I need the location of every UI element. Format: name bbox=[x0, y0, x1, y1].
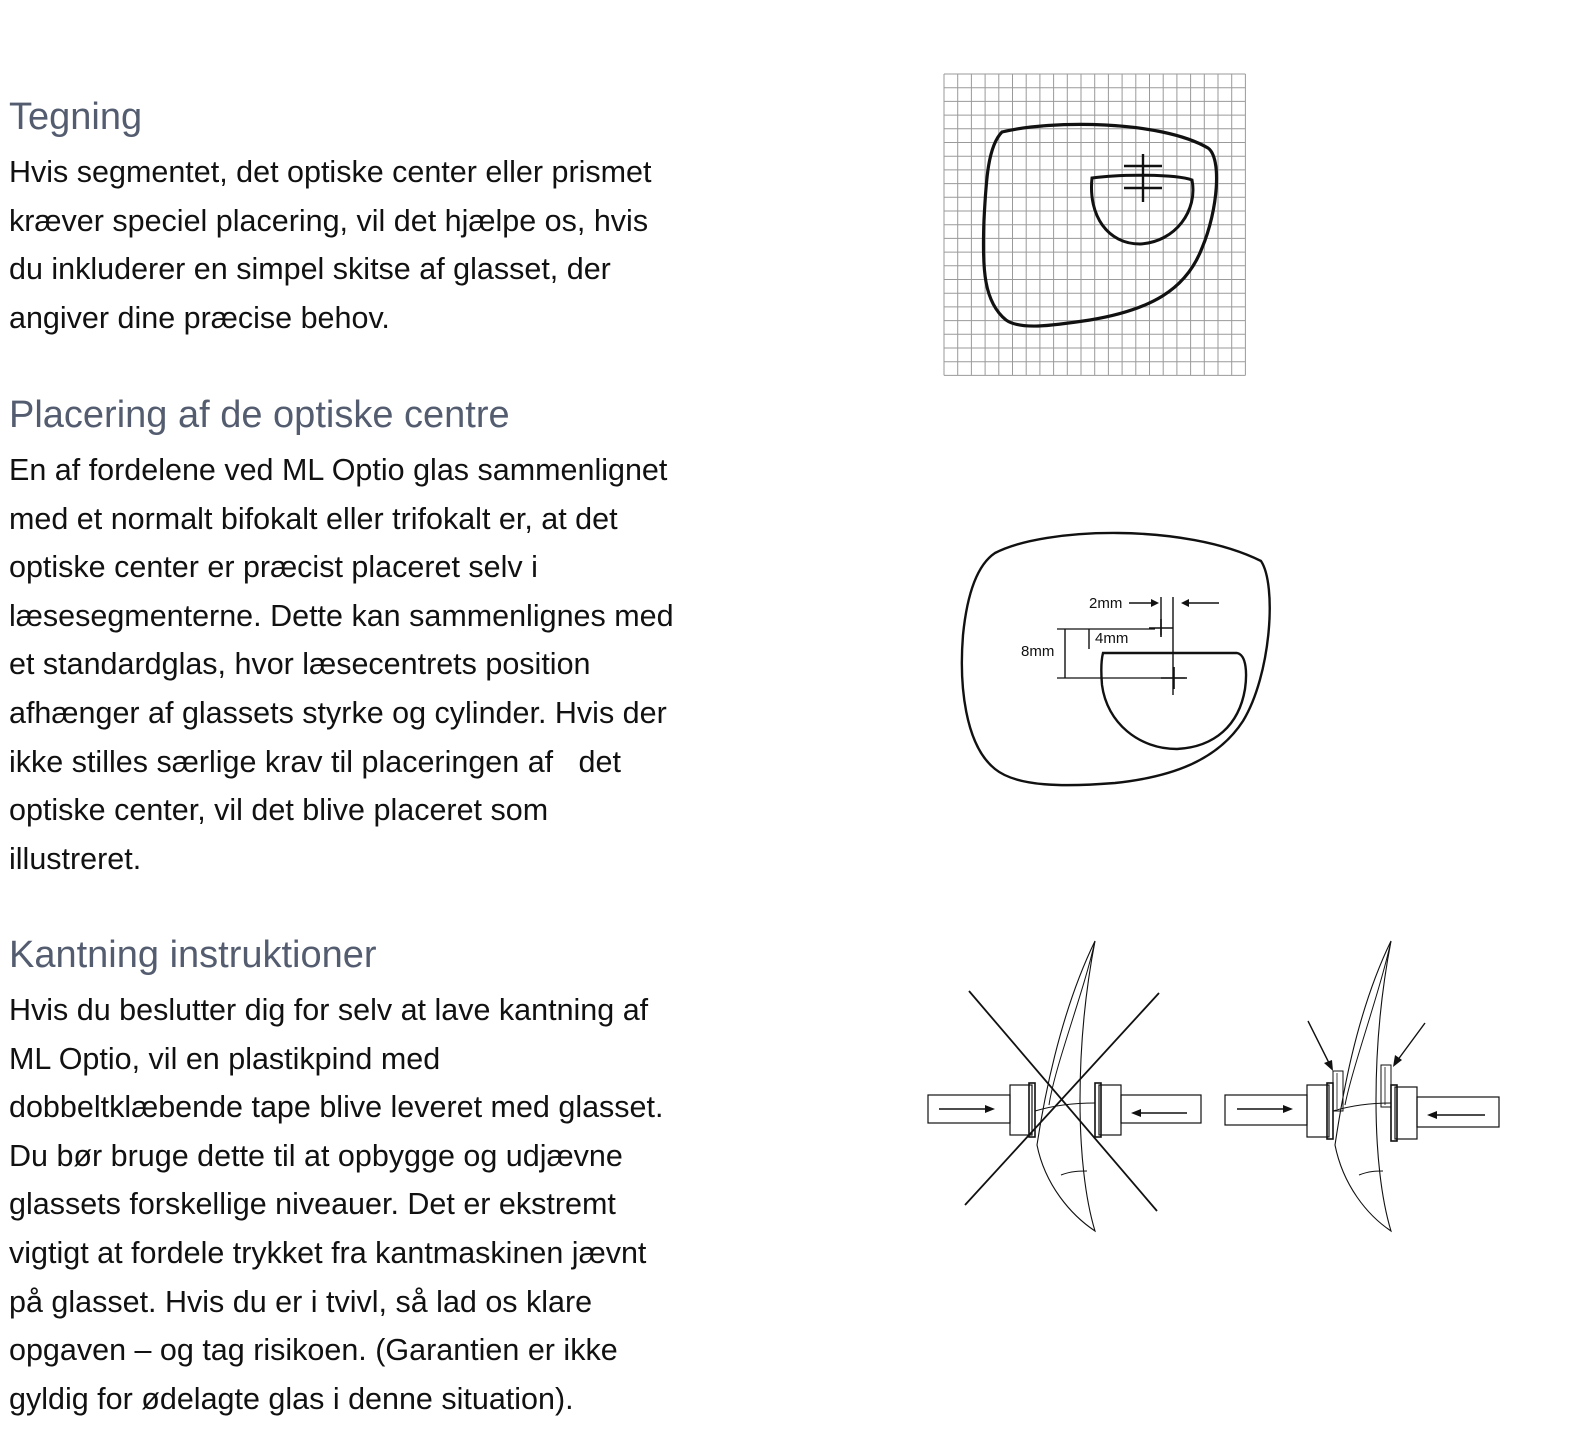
text-line: En af fordelene ved ML Optio glas sammenlignet bbox=[9, 453, 668, 487]
text-line: afhænger af glassets styrke og cylinder. Hvis der bbox=[9, 695, 667, 730]
edging-figure bbox=[925, 935, 1505, 1240]
heading-tegning: Tegning bbox=[9, 96, 143, 138]
edging-drawing bbox=[925, 935, 1505, 1240]
sketch-grid bbox=[944, 74, 1245, 375]
arrow-left-icon bbox=[1131, 1109, 1141, 1117]
text-line: vigtigt at fordele trykket fra kantmaskinen jævnt bbox=[9, 1235, 647, 1270]
optical-centre-drawing bbox=[955, 525, 1285, 793]
chuck-right bbox=[1099, 1085, 1121, 1135]
text-line: gyldig for ødelagte glas i denne situation). bbox=[9, 1381, 574, 1416]
pointer-arrow-head-icon bbox=[1324, 1060, 1333, 1071]
text-line: du inkluderer en simpel skitse af glasset, der bbox=[9, 252, 611, 287]
edging-wrong-method bbox=[928, 941, 1201, 1231]
text-line: Hvis du beslutter dig for selv at lave kantning af bbox=[9, 993, 649, 1027]
text-line: læsesegmenterne. Dette kan sammenlignes med bbox=[9, 598, 674, 633]
chuck-left-pad bbox=[1327, 1083, 1333, 1139]
tape-block-right bbox=[1381, 1065, 1391, 1107]
text-line: optiske center er præcist placeret selv i bbox=[9, 550, 538, 585]
arrow-left-icon bbox=[1427, 1111, 1437, 1119]
text-line: Hvis segmentet, det optiske center eller prismet bbox=[9, 155, 652, 189]
text-line: dobbeltklæbende tape blive leveret med glasset. bbox=[9, 1090, 664, 1125]
chuck-shaft-right bbox=[1417, 1097, 1499, 1127]
dimension-label-8mm: 8mm bbox=[1021, 643, 1055, 660]
paragraph-optical-centre bbox=[9, 446, 769, 883]
dimension-label-2mm: 2mm bbox=[1089, 595, 1123, 612]
pointer-arrow-line bbox=[1308, 1021, 1330, 1065]
edging-correct-method bbox=[1225, 941, 1499, 1231]
paragraph-tegning bbox=[9, 148, 769, 342]
heading-edging: Kantning instruktioner bbox=[9, 934, 377, 976]
text-line: glassets forskellige niveauer. Det er ekstremt bbox=[9, 1187, 616, 1222]
chuck-left bbox=[1307, 1085, 1329, 1137]
text-line: med et normalt bifokalt eller trifokalt er, at det bbox=[9, 501, 618, 536]
text-line: ikke stilles særlige krav til placeringen af det bbox=[9, 744, 621, 779]
lens-profile bbox=[1037, 941, 1095, 1231]
arrow-head-icon bbox=[1181, 599, 1189, 607]
section-optical-centre bbox=[9, 392, 769, 883]
text-line: illustreret. bbox=[9, 841, 142, 876]
cross-out-line bbox=[965, 993, 1159, 1205]
chuck-right-pad bbox=[1391, 1085, 1397, 1141]
arrow-head-icon bbox=[1151, 599, 1159, 607]
arrow-right-icon bbox=[1283, 1105, 1293, 1113]
text-line: opgaven – og tag risikoen. (Garantien er ikke bbox=[9, 1333, 618, 1368]
text-line: ML Optio, vil en plastikpind med bbox=[9, 1041, 441, 1076]
section-tegning bbox=[9, 94, 769, 342]
text-line: på glasset. Hvis du er i tvivl, så lad os klare bbox=[9, 1284, 593, 1319]
text-line: et standardglas, hvor læsecentrets position bbox=[9, 647, 591, 682]
lens-sketch-figure bbox=[940, 70, 1254, 386]
text-line: optiske center, vil det blive placeret som bbox=[9, 793, 549, 828]
chuck-right-pad bbox=[1095, 1083, 1101, 1137]
dimension-label-4mm: 4mm bbox=[1095, 630, 1129, 647]
text-line: angiver dine præcise behov. bbox=[9, 300, 390, 335]
optical-centre-figure bbox=[955, 525, 1285, 793]
arrow-right-icon bbox=[985, 1105, 995, 1113]
chuck-shaft-left bbox=[1225, 1095, 1307, 1125]
text-line: Du bør bruge dette til at opbygge og udjævne bbox=[9, 1138, 623, 1173]
lens-grid-drawing bbox=[940, 70, 1254, 386]
text-line: kræver speciel placering, vil det hjælpe os, hvis bbox=[9, 203, 649, 238]
pointer-arrow-line bbox=[1397, 1023, 1425, 1061]
heading-optical-centre: Placering af de optiske centre bbox=[9, 394, 510, 436]
lens-outline bbox=[962, 533, 1270, 785]
chuck-right bbox=[1395, 1087, 1417, 1139]
chuck-shaft-right bbox=[1121, 1095, 1201, 1123]
paragraph-edging bbox=[9, 986, 769, 1423]
section-edging bbox=[9, 932, 769, 1423]
lens-outline bbox=[983, 124, 1216, 326]
